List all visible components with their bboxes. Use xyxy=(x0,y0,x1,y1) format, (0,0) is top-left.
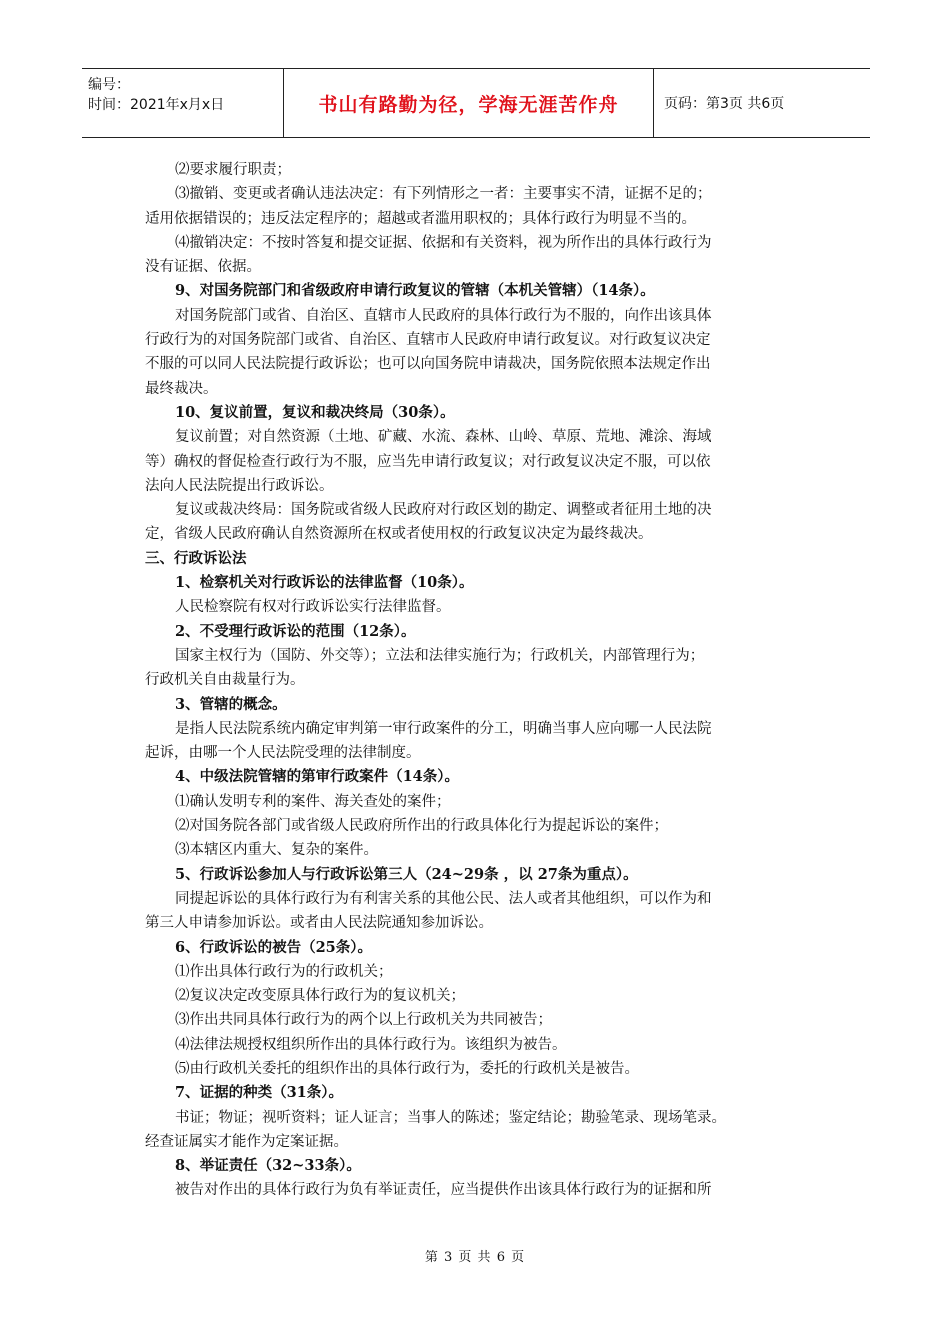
section-heading: 4、中级法院管辖的第审行政案件（14条）。 xyxy=(175,768,460,786)
body-line: 没有证据、依据。 xyxy=(145,259,261,276)
body-line: ⑵复议决定改变原具体行政行为的复议机关； xyxy=(175,988,465,1005)
section-heading: 9、对国务院部门和省级政府申请行政复议的管辖（本机关管辖）（14条）。 xyxy=(175,282,655,300)
body-line: 法向人民法院提出行政诉讼。 xyxy=(145,477,334,494)
page-header xyxy=(82,68,870,138)
body-line: 适用依据错误的；违反法定程序的；超越或者滥用职权的；具体行政行为明显不当的。 xyxy=(145,210,696,227)
body-line: 被告对作出的具体行政行为负有举证责任，应当提供作出该具体行政行为的证据和所 xyxy=(175,1182,712,1199)
section-heading: 6、行政诉讼的被告（25条）。 xyxy=(175,938,373,956)
body-line: ⑴作出具体行政行为的行政机关； xyxy=(175,963,393,980)
body-line: ⑷法律法规授权组织所作出的具体行政行为。该组织为被告。 xyxy=(175,1036,567,1053)
body-line: ⑴确认发明专利的案件、海关查处的案件； xyxy=(175,793,451,810)
body-line: 复议或裁决终局：国务院或省级人民政府对行政区划的勘定、调整或者征用土地的决 xyxy=(175,502,712,519)
section-heading: 2、不受理行政诉讼的范围（12条）。 xyxy=(175,622,416,640)
body-line: 国家主权行为（国防、外交等）；立法和法律实施行为；行政机关，内部管理行为； xyxy=(175,647,705,664)
header-page-label: 页码：第3页 共6页 xyxy=(664,96,785,112)
body-line: 行政行为的对国务院部门或省、自治区、直辖市人民政府申请行政复议。对行政复议决定 xyxy=(145,332,711,349)
body-line: 同提起诉讼的具体行政行为有利害关系的其他公民、法人或者其他组织，可以作为和 xyxy=(175,890,712,907)
section-heading: 7、证据的种类（31条）。 xyxy=(175,1084,344,1102)
section-heading: 3、管辖的概念。 xyxy=(175,695,287,713)
body-line: ⑶撤销、变更或者确认违法决定：有下列情形之一者：主要事实不清，证据不足的； xyxy=(175,186,712,203)
body-line: ⑸由行政机关委托的组织作出的具体行政行为，委托的行政机关是被告。 xyxy=(175,1060,639,1077)
document-body xyxy=(145,158,810,1203)
body-line: ⑵对国务院各部门或省级人民政府所作出的行政具体化行为提起诉讼的案件； xyxy=(175,818,668,835)
header-motto: 书山有路勤为径，学海无涯苦作舟 xyxy=(284,69,654,137)
section-heading: 1、检察机关对行政诉讼的法律监督（10条）。 xyxy=(175,574,474,592)
body-line: 不服的可以同人民法院提行政诉讼；也可以向国务院申请裁决，国务院依照本法规定作出 xyxy=(145,356,711,373)
body-line: ⑶作出共同具体行政行为的两个以上行政机关为共同被告； xyxy=(175,1012,552,1029)
body-line: ⑷撤销决定：不按时答复和提交证据、依据和有关资料，视为所作出的具体行政行为 xyxy=(175,234,712,251)
body-line: 是指人民法院系统内确定审判第一审行政案件的分工，明确当事人应向哪一人民法院 xyxy=(175,720,712,737)
body-line: 等）确权的督促检查行政行为不服，应当先申请行政复议；对行政复议决定不服，可以依 xyxy=(145,453,711,470)
body-line: 第三人申请参加诉讼。或者由人民法院通知参加诉讼。 xyxy=(145,915,493,932)
body-line: 复议前置；对自然资源（土地、矿藏、水流、森林、山岭、草原、荒地、滩涂、海域 xyxy=(175,429,712,446)
section-heading: 8、举证责任（32~33条）。 xyxy=(175,1157,361,1175)
section-heading: 三、行政诉讼法 xyxy=(145,549,247,567)
body-line: ⑶本辖区内重大、复杂的案件。 xyxy=(175,842,378,859)
body-line: 人民检察院有权对行政诉讼实行法律监督。 xyxy=(175,599,451,616)
doc-date-label: 时间：2021年x月x日 xyxy=(88,97,225,113)
body-line: 对国务院部门或省、自治区、直辖市人民政府的具体行政行为不服的，向作出该具体 xyxy=(175,307,712,324)
doc-number-label: 编号： xyxy=(88,77,130,93)
body-line: 行政机关自由裁量行为。 xyxy=(145,672,305,689)
section-heading: 5、行政诉讼参加人与行政诉讼第三人（24~29条 ，以 27条为重点）。 xyxy=(175,865,638,883)
section-heading: 10、复议前置，复议和裁决终局（30条）。 xyxy=(175,403,455,421)
body-line: 书证；物证；视听资料；证人证言；当事人的陈述；鉴定结论；勘验笔录、现场笔录。 xyxy=(175,1109,726,1126)
body-line: 经查证属实才能作为定案证据。 xyxy=(145,1133,348,1150)
body-line: 定，省级人民政府确认自然资源所在权或者使用权的行政复议决定为最终裁决。 xyxy=(145,526,653,543)
body-line: 起诉，由哪一个人民法院受理的法律制度。 xyxy=(145,745,421,762)
body-line: 最终裁决。 xyxy=(145,380,218,397)
page-footer: 第 3 页 共 6 页 xyxy=(424,1250,526,1265)
header-meta xyxy=(82,69,284,137)
body-line: ⑵要求履行职责； xyxy=(175,162,291,178)
